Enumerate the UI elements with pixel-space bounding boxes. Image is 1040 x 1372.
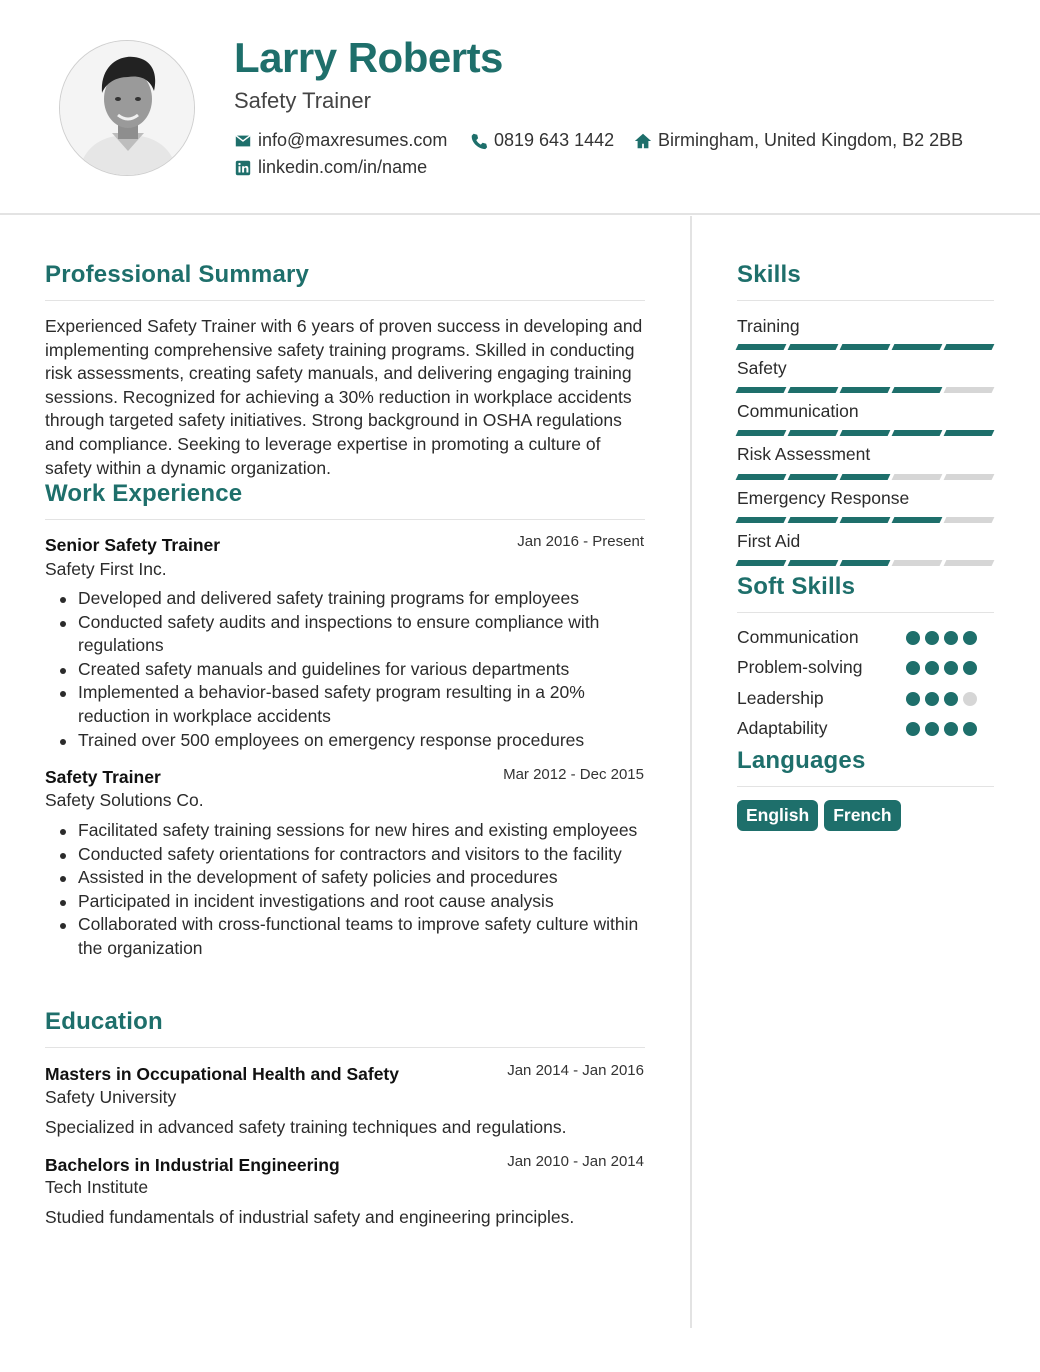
contact-location bbox=[634, 130, 963, 151]
skill-level-segment bbox=[840, 474, 891, 480]
skill-level-segment bbox=[840, 517, 891, 523]
skill-level-bar bbox=[737, 344, 993, 350]
edu-degree: Bachelors in Industrial Engineering bbox=[45, 1155, 340, 1175]
soft-skill-dot bbox=[925, 661, 939, 675]
summary-text: Experienced Safety Trainer with 6 years of proven success in developing and implementing comprehensive safety training programs. Skilled in conducting risk assessments, creating safety manuals, and delivering engaging training sessions. Recognized for achieving a 30% reduction in workplace accidents through targeted safety initiatives. Strong background in OSHA regulations and compliance. Seeking to leverage expertise in promoting a culture of safety within a dynamic organization. bbox=[45, 316, 643, 478]
skill-level-segment bbox=[840, 387, 891, 393]
bullet-item: Collaborated with cross-functional teams to improve safety culture within the organization bbox=[45, 913, 645, 960]
section-divider bbox=[45, 519, 645, 520]
job-company: Safety Solutions Co. bbox=[45, 790, 204, 810]
soft-skill-dot bbox=[906, 631, 920, 645]
candidate-name: Larry Roberts bbox=[234, 34, 503, 81]
skill-level-segment bbox=[788, 560, 839, 566]
email-text: info@maxresumes.com bbox=[258, 130, 448, 150]
section-title-summary: Professional Summary bbox=[45, 261, 310, 288]
skill-name: First Aid bbox=[737, 531, 801, 551]
skill-level-segment bbox=[892, 430, 943, 436]
skill-level-segment bbox=[788, 474, 839, 480]
job-bullets bbox=[45, 587, 645, 752]
skill-level-segment bbox=[892, 474, 943, 480]
soft-skill-dot bbox=[963, 661, 977, 675]
skill-level-segment bbox=[736, 430, 787, 436]
envelope-icon bbox=[234, 132, 252, 150]
phone-text: 0819 643 1442 bbox=[494, 130, 615, 150]
edu-description: Specialized in advanced safety training techniques and regulations. bbox=[45, 1117, 567, 1137]
skill-level-segment bbox=[736, 344, 787, 350]
skill-level-segment bbox=[892, 387, 943, 393]
bullet-item: Developed and delivered safety training programs for employees bbox=[45, 587, 645, 611]
skill-level-segment bbox=[840, 560, 891, 566]
bullet-item: Facilitated safety training sessions for new hires and existing employees bbox=[45, 819, 645, 843]
home-icon bbox=[634, 132, 652, 150]
skill-level-segment bbox=[788, 344, 839, 350]
skill-name: Training bbox=[737, 316, 800, 336]
soft-skill-name: Problem-solving bbox=[737, 657, 863, 677]
soft-skill-dot bbox=[944, 661, 958, 675]
section-divider bbox=[45, 300, 645, 301]
soft-skill-dot bbox=[906, 692, 920, 706]
job-dates: Mar 2012 - Dec 2015 bbox=[503, 766, 644, 783]
bullet-item: Assisted in the development of safety policies and procedures bbox=[45, 866, 645, 890]
soft-skill-dots bbox=[906, 722, 977, 736]
skill-level-segment bbox=[736, 387, 787, 393]
soft-skill-dot bbox=[963, 692, 977, 706]
job-dates: Jan 2016 - Present bbox=[517, 533, 644, 550]
skill-level-segment bbox=[892, 517, 943, 523]
resume-header bbox=[0, 0, 1040, 215]
skill-level-segment bbox=[944, 430, 995, 436]
skill-name: Emergency Response bbox=[737, 488, 910, 508]
skill-level-segment bbox=[944, 517, 995, 523]
skill-level-segment bbox=[840, 430, 891, 436]
skill-level-bar bbox=[737, 474, 993, 480]
section-divider bbox=[737, 786, 994, 787]
soft-skill-dot bbox=[925, 631, 939, 645]
language-tag: French bbox=[824, 800, 900, 831]
soft-skill-dots bbox=[906, 631, 977, 645]
skill-level-segment bbox=[944, 474, 995, 480]
job-company: Safety First Inc. bbox=[45, 559, 167, 579]
soft-skill-name: Leadership bbox=[737, 688, 824, 708]
edu-dates: Jan 2014 - Jan 2016 bbox=[507, 1062, 644, 1079]
skill-level-bar bbox=[737, 517, 993, 523]
soft-skill-dot bbox=[944, 692, 958, 706]
bullet-item: Conducted safety audits and inspections to ensure compliance with regulations bbox=[45, 611, 645, 658]
skill-level-segment bbox=[944, 387, 995, 393]
skill-level-segment bbox=[788, 517, 839, 523]
skill-name: Communication bbox=[737, 401, 859, 421]
profile-photo bbox=[59, 40, 195, 176]
contact-phone[interactable] bbox=[470, 130, 614, 151]
section-title-skills: Skills bbox=[737, 261, 801, 288]
job-bullets bbox=[45, 819, 645, 961]
skill-level-segment bbox=[892, 560, 943, 566]
section-divider bbox=[737, 300, 994, 301]
skill-level-segment bbox=[892, 344, 943, 350]
section-title-experience: Work Experience bbox=[45, 480, 243, 507]
soft-skill-dots bbox=[906, 692, 977, 706]
linkedin-text: linkedin.com/in/name bbox=[258, 157, 428, 177]
skill-level-segment bbox=[788, 430, 839, 436]
linkedin-icon bbox=[234, 159, 252, 177]
location-text: Birmingham, United Kingdom, B2 2BB bbox=[658, 130, 964, 150]
bullet-item: Participated in incident investigations and root cause analysis bbox=[45, 890, 645, 914]
edu-school: Safety University bbox=[45, 1087, 177, 1107]
soft-skill-dot bbox=[925, 692, 939, 706]
section-divider bbox=[737, 612, 994, 613]
skill-name: Safety bbox=[737, 358, 787, 378]
job-role: Senior Safety Trainer bbox=[45, 535, 221, 555]
phone-icon bbox=[470, 132, 488, 150]
skill-level-segment bbox=[736, 560, 787, 566]
section-title-soft-skills: Soft Skills bbox=[737, 573, 856, 600]
edu-degree: Masters in Occupational Health and Safety bbox=[45, 1064, 399, 1084]
bullet-item: Conducted safety orientations for contractors and visitors to the facility bbox=[45, 843, 645, 867]
bullet-item: Trained over 500 employees on emergency response procedures bbox=[45, 729, 645, 753]
skill-level-segment bbox=[788, 387, 839, 393]
section-title-education: Education bbox=[45, 1008, 163, 1035]
soft-skill-name: Communication bbox=[737, 627, 859, 647]
job-role: Safety Trainer bbox=[45, 767, 161, 787]
skill-level-segment bbox=[840, 344, 891, 350]
section-title-languages: Languages bbox=[737, 747, 866, 774]
contact-email[interactable] bbox=[234, 130, 447, 151]
soft-skill-dot bbox=[963, 722, 977, 736]
section-divider bbox=[45, 1047, 645, 1048]
soft-skill-dot bbox=[944, 631, 958, 645]
skill-level-bar bbox=[737, 387, 993, 393]
skill-level-segment bbox=[944, 560, 995, 566]
contact-linkedin[interactable] bbox=[234, 157, 427, 178]
skill-level-bar bbox=[737, 560, 993, 566]
edu-dates: Jan 2010 - Jan 2014 bbox=[507, 1153, 644, 1170]
soft-skill-name: Adaptability bbox=[737, 718, 828, 738]
skill-level-segment bbox=[736, 517, 787, 523]
language-tag: English bbox=[737, 800, 818, 831]
edu-description: Studied fundamentals of industrial safety and engineering principles. bbox=[45, 1207, 575, 1227]
candidate-title: Safety Trainer bbox=[234, 88, 371, 113]
soft-skill-dot bbox=[906, 661, 920, 675]
soft-skill-dot bbox=[906, 722, 920, 736]
skill-level-segment bbox=[736, 474, 787, 480]
soft-skill-dots bbox=[906, 661, 977, 675]
bullet-item: Implemented a behavior-based safety program resulting in a 20% reduction in workplace accidents bbox=[45, 681, 645, 728]
skill-name: Risk Assessment bbox=[737, 444, 871, 464]
bullet-item: Created safety manuals and guidelines for various departments bbox=[45, 658, 645, 682]
skill-level-segment bbox=[944, 344, 995, 350]
soft-skill-dot bbox=[963, 631, 977, 645]
skill-level-bar bbox=[737, 430, 993, 436]
soft-skill-dot bbox=[925, 722, 939, 736]
edu-school: Tech Institute bbox=[45, 1177, 149, 1197]
language-tags bbox=[737, 800, 901, 831]
soft-skill-dot bbox=[944, 722, 958, 736]
column-divider bbox=[690, 216, 692, 1328]
